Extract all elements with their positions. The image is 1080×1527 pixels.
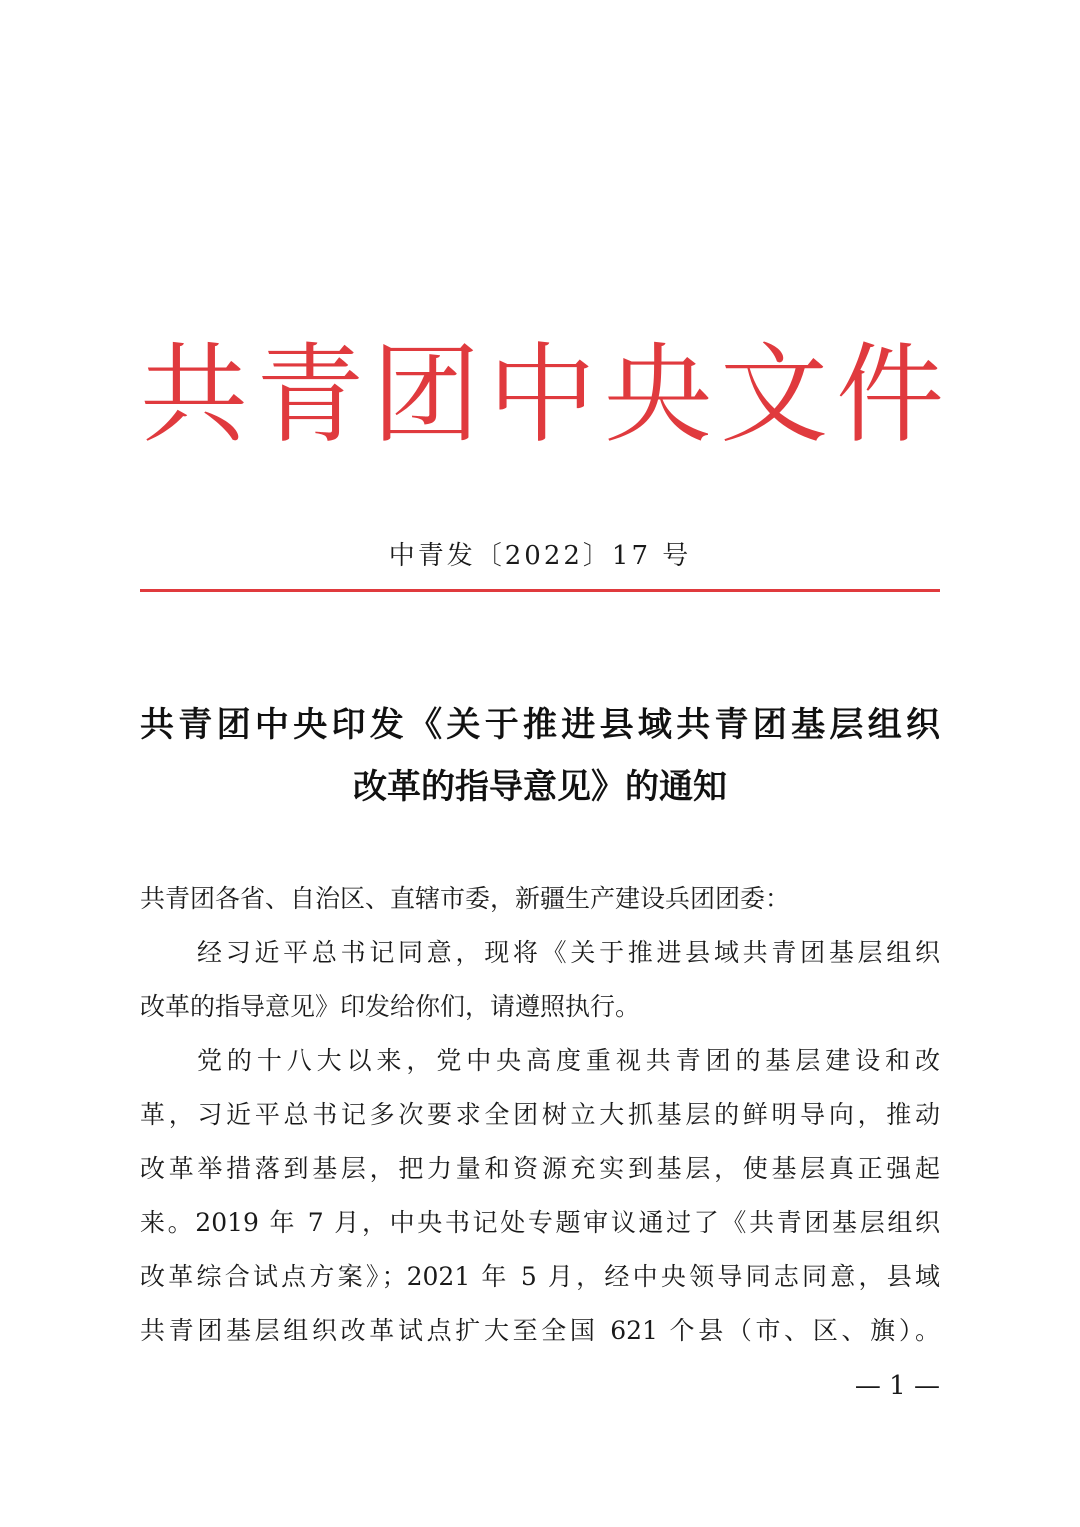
body-line: 来。2019 年 7 月，中央书记处专题审议通过了《共青团基层组织 <box>140 1208 940 1237</box>
page-number: — 1 — <box>854 1371 940 1401</box>
masthead-char: 中 <box>488 333 597 458</box>
title-line-2: 改革的指导意见》的通知 <box>353 767 727 807</box>
body-line: 革，习近平总书记多次要求全团树立大抓基层的鲜明导向，推动 <box>140 1100 940 1129</box>
red-separator-line <box>140 589 940 592</box>
masthead-char: 文 <box>720 333 829 458</box>
body-line: 改革综合试点方案》；2021 年 5 月，经中央领导同志同意，县域 <box>140 1262 940 1291</box>
masthead-title <box>140 326 945 466</box>
body-line: 改革的指导意见》印发给你们，请遵照执行。 <box>140 992 641 1021</box>
masthead-char: 央 <box>604 333 713 458</box>
masthead-char: 团 <box>372 333 481 458</box>
masthead-char: 共 <box>140 333 249 458</box>
title-line-1: 共青团中央印发《关于推进县域共青团基层组织 <box>140 705 940 745</box>
body-line: 经习近平总书记同意，现将《关于推进县域共青团基层组织 <box>197 938 940 967</box>
body-line: 改革举措落到基层，把力量和资源充实到基层，使基层真正强起 <box>140 1154 940 1183</box>
document-body <box>140 872 940 1358</box>
document-number: 中青发〔2022〕17 号 <box>388 541 692 571</box>
salutation-line: 共青团各省、自治区、直辖市委，新疆生产建设兵团团委： <box>140 884 791 913</box>
masthead-char: 件 <box>836 333 945 458</box>
body-line: 党的十八大以来，党中央高度重视共青团的基层建设和改 <box>197 1046 940 1075</box>
masthead-char: 青 <box>256 333 365 458</box>
document-title <box>140 694 940 818</box>
body-line: 共青团基层组织改革试点扩大至全国 621 个县（市、区、旗）。 <box>140 1316 940 1345</box>
